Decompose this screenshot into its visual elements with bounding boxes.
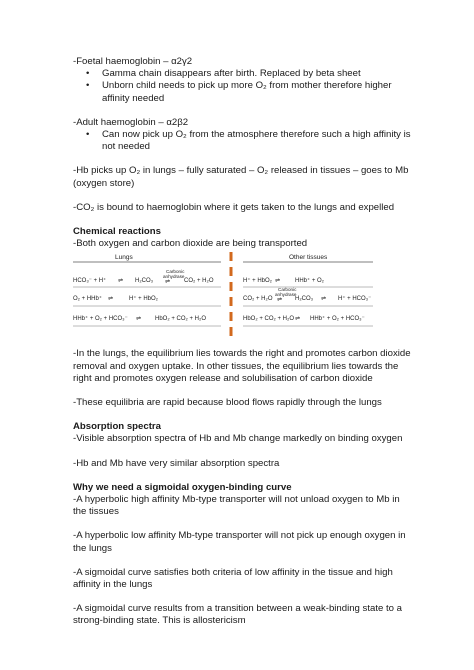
carbonic-label-2: Carbonic (278, 287, 297, 293)
adult-bullet-list (73, 129, 413, 153)
chemical-intro: -Both oxygen and carbon dioxide are being transported (73, 238, 308, 250)
tissues-eq-arrow: ⇌ (295, 316, 301, 323)
hb-paragraph: -Hb picks up O₂ in lungs – fully saturated – O₂ released in tissues – goes to Mb (oxygen store) (73, 165, 409, 189)
tissues-row2-left: CO₂ + H₂O (243, 296, 273, 303)
list-item: • Gamma chain disappears after birth. Replaced by beta sheet (73, 68, 413, 80)
lungs-row1-right: CO₂ + H₂O (184, 278, 214, 285)
lungs-eq-arrow: ⇌ (165, 279, 171, 286)
co2-paragraph: -CO₂ is bound to haemoglobin where it gets taken to the lungs and expelled (73, 201, 395, 213)
tissues-eq-arrow: ⇌ (321, 296, 327, 303)
foetal-heading: -Foetal haemoglobin – α2γ2 (73, 56, 193, 67)
tissues-eq-arrow: ⇌ (275, 278, 281, 285)
lungs-eq-arrow: ⇌ (118, 278, 124, 285)
lungs-eq-arrow: ⇌ (136, 316, 142, 323)
tissues-row3-left: HbO₂ + CO₂ + H₂O (243, 316, 294, 323)
sigmoidal-paragraph-2: -A hyperbolic low affinity Mb-type transporter will not pick up enough oxygen in the lungs (73, 530, 406, 554)
carbonic-label-1: Carbonic (166, 269, 185, 275)
foetal-bullet-list (73, 68, 413, 105)
absorption-heading: Absorption spectra (73, 421, 161, 433)
sigmoidal-heading: Why we need a sigmoidal oxygen-binding curve (73, 481, 292, 493)
tissues-row3-right: HHb⁺ + O₂ + HCO₃⁻ (310, 316, 365, 323)
lungs-row2-left: O₂ + HHb⁺ (73, 296, 103, 303)
lungs-row3-left: HHb⁺ + O₂ + HCO₃⁻ (73, 316, 128, 323)
tissues-row1-right: HHb⁺ + O₂ (295, 278, 325, 285)
tissues-row1-left: H⁺ + HbO₂ (243, 278, 273, 285)
equilibria-diagram (73, 252, 413, 342)
tissues-row2-mid: H₂CO₃ (295, 296, 314, 303)
anhydrase-label-1: anhydrase (163, 274, 185, 280)
lungs-row3-right: HbO₂ + CO₂ + H₂O (155, 316, 206, 323)
tissues-label: Other tissues (289, 254, 328, 262)
anhydrase-label-2: anhydrase (275, 292, 297, 298)
tissues-row2-right: H⁺ + HCO₃⁻ (338, 296, 372, 303)
lungs-row2-right: H⁺ + HbO₂ (129, 296, 159, 303)
sigmoidal-paragraph-4: -A sigmoidal curve results from a transition between a weak-binding state to a strong-binding state. This is allostericism (73, 603, 403, 627)
list-item: • Unborn child needs to pick up more O₂ from mother therefore higher affinity needed (73, 80, 413, 104)
sigmoidal-paragraph-3: -A sigmoidal curve satisfies both criteria of low affinity in the tissue and high affinity in the lungs (73, 566, 393, 591)
equilibrium-paragraph: -In the lungs, the equilibrium lies towards the right and promotes carbon dioxide removal and oxygen uptake. In other tissues, the equilibrium lies towards the right and promotes oxygen release and solubilisation of carbon dioxide (73, 348, 411, 384)
lungs-label: Lungs (115, 254, 133, 262)
absorption-line-1: -Visible absorption spectra of Hb and Mb change markedly on binding oxygen (73, 433, 403, 445)
tissues-eq-arrow: ⇌ (277, 297, 283, 304)
lungs-row1-left: HCO₃⁻ + H⁺ (73, 278, 107, 285)
chemical-reactions-heading: Chemical reactions (73, 226, 161, 238)
document-page (73, 56, 413, 628)
lungs-row1-mid: H₂CO₃ (135, 278, 154, 285)
adult-heading: -Adult haemoglobin – α2β2 (73, 116, 189, 128)
equilibria-figure (73, 252, 413, 342)
list-item: • Can now pick up O₂ from the atmosphere therefore such a high affinity is not needed (73, 129, 413, 153)
lungs-eq-arrow: ⇌ (108, 296, 114, 303)
equilibria-rapid-paragraph: -These equilibria are rapid because blood flows rapidly through the lungs (73, 397, 382, 409)
sigmoidal-paragraph-1: -A hyperbolic high affinity Mb-type transporter will not unload oxygen to Mb in the tissues (73, 494, 400, 518)
absorption-line-2: -Hb and Mb have very similar absorption spectra (73, 457, 280, 469)
